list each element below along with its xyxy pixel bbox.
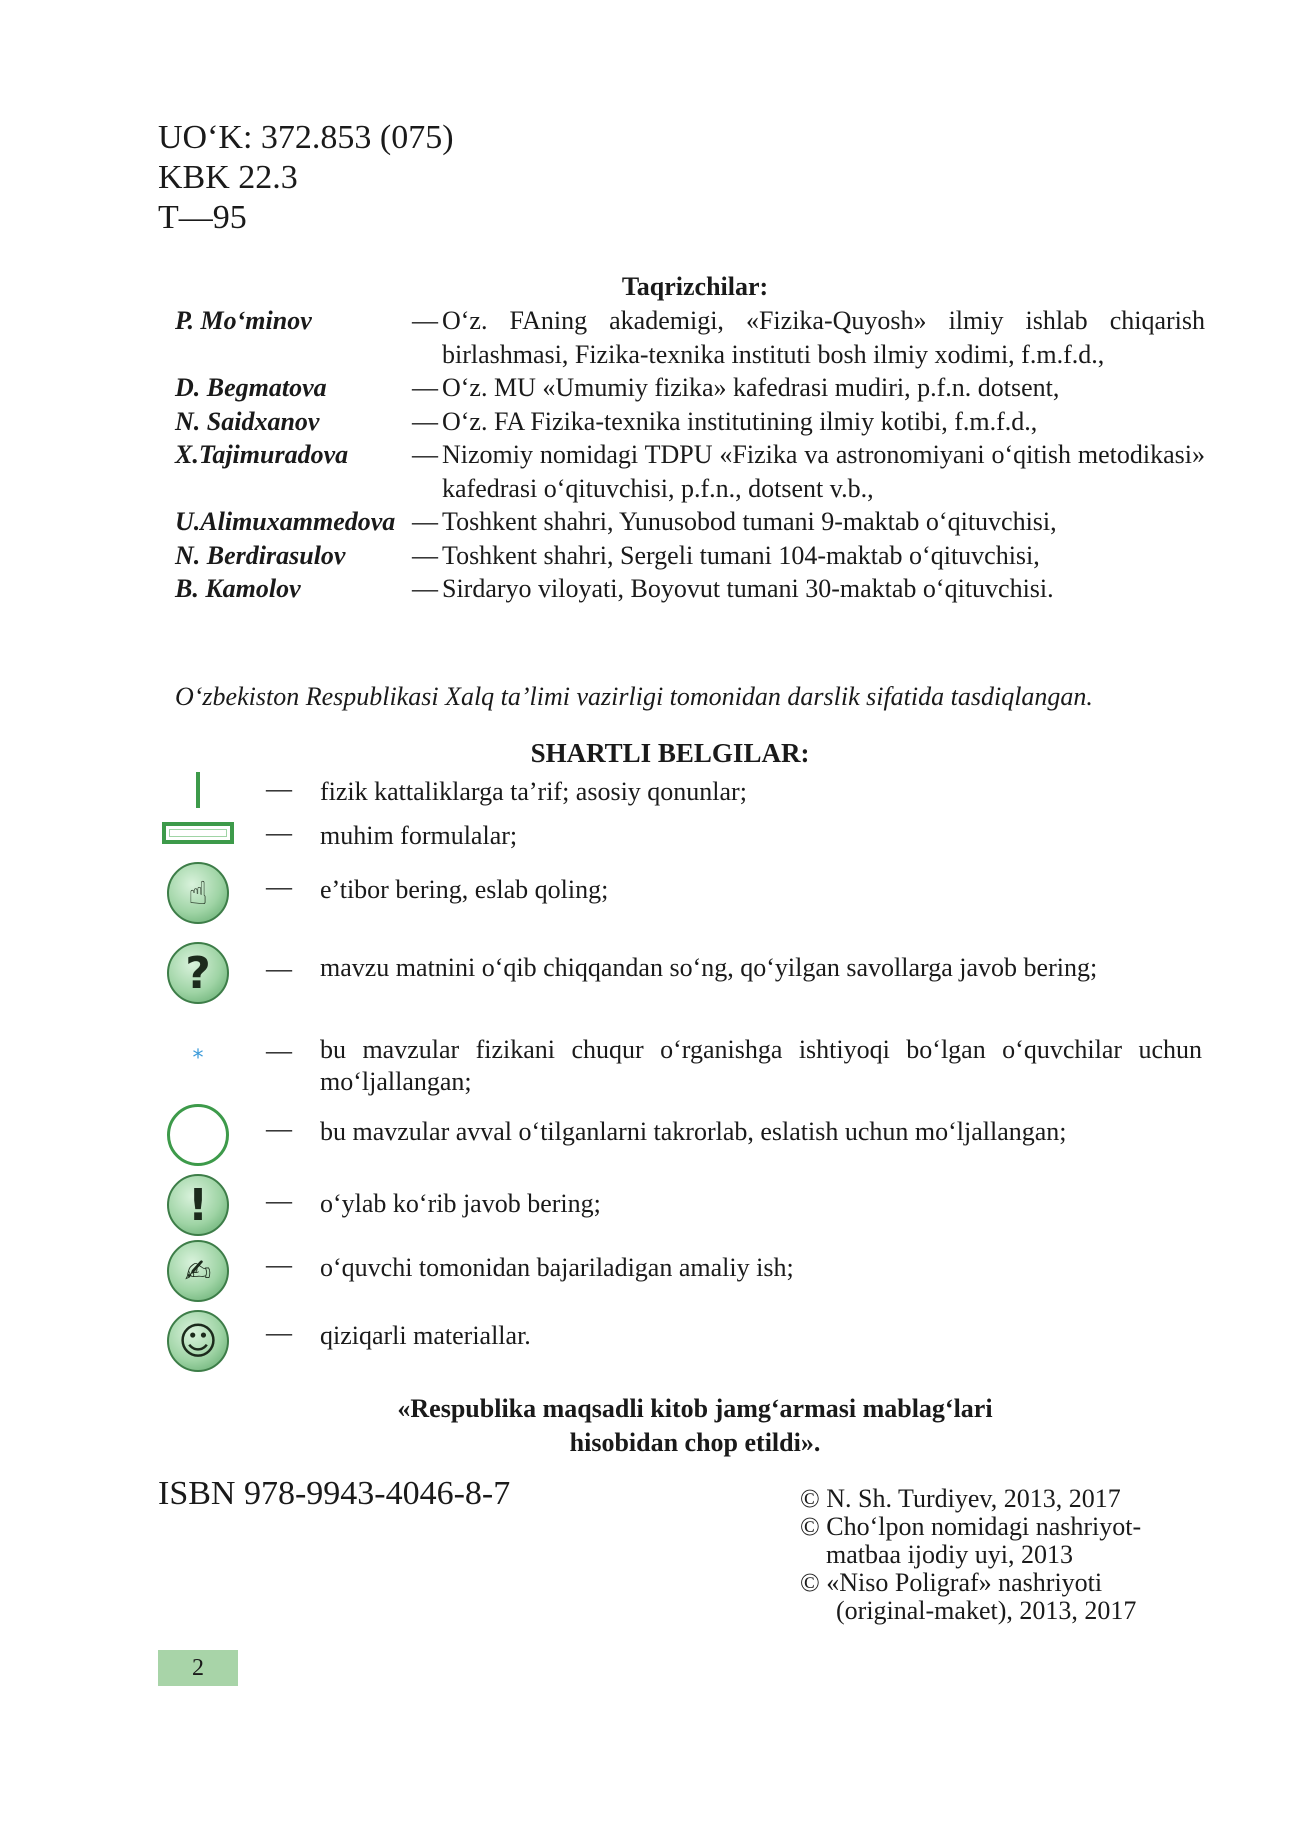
green-vertical-bar-icon <box>160 772 236 808</box>
reviewer-row <box>175 405 1205 439</box>
legend-text: muhim formulalar; <box>320 821 518 850</box>
legend-dash: — <box>266 954 292 983</box>
reviewer-row <box>175 572 1205 606</box>
reviewer-dash: — <box>412 507 438 536</box>
reviewer-dash: — <box>412 574 438 603</box>
legend-dash: — <box>266 872 292 901</box>
reviewer-desc: Sirdaryo viloyati, Boyovut tumani 30-maktab o‘qituvchisi. <box>442 574 1054 603</box>
asterisk-icon: * <box>192 1046 204 1071</box>
reviewer-row <box>175 304 1205 371</box>
legend-text: fizik kattaliklarga ta’rif; asosiy qonunlar; <box>320 777 747 806</box>
legend-dash: — <box>266 774 292 803</box>
legend-text: mavzu matnini o‘qib chiqqandan so‘ng, qo‘yilgan savollarga javob bering; <box>320 953 1098 982</box>
legend-text: bu mavzular avval o‘tilganlarni takrorlab, eslatish uchun mo‘ljallangan; <box>320 1117 1067 1146</box>
bbk-code: KBK 22.3 <box>158 159 298 196</box>
udk-code: UO‘K: 372.853 (075) <box>158 119 454 156</box>
page-number: 2 <box>158 1650 238 1686</box>
copyright-line: © Cho‘lpon nomidagi nashriyot- <box>800 1512 1142 1541</box>
copyright-line: (original-maket), 2013, 2017 <box>836 1596 1137 1625</box>
copyright-line: matbaa ijodiy uyi, 2013 <box>826 1540 1073 1569</box>
copyright-block <box>800 1485 1141 1625</box>
question-mark-icon: ? <box>160 942 236 1004</box>
reviewer-name: X.Tajimuradova <box>175 440 349 469</box>
catalog-codes <box>158 118 454 238</box>
legend-title: SHARTLI BELGILAR: <box>530 738 810 768</box>
reviewer-desc: Toshkent shahri, Yunusobod tumani 9-maktab o‘qituvchisi, <box>442 507 1057 536</box>
approval-statement: O‘zbekiston Respublikasi Xalq ta’limi vazirligi tomonidan darslik sifatida tasdiqlangan. <box>175 682 1093 711</box>
legend-dash: — <box>266 1250 292 1279</box>
legend-dash: — <box>266 1036 292 1065</box>
reviewer-name: N. Berdirasulov <box>175 540 346 570</box>
reviewer-dash: — <box>412 373 438 402</box>
funding-line-2: hisobidan chop etildi». <box>569 1428 821 1457</box>
reviewer-name: N. Saidxanov <box>175 406 320 436</box>
reviewer-name: D. Begmatova <box>175 373 327 402</box>
legend-text: e’tibor bering, eslab qoling; <box>320 875 609 904</box>
legend-text: o‘quvchi tomonidan bajariladigan amaliy ish; <box>320 1253 794 1282</box>
reviewer-name: B. Kamolov <box>175 574 301 603</box>
legend-dash: — <box>266 1186 292 1215</box>
reviewer-dash: — <box>412 406 438 436</box>
reviewer-name: P. Mo‘minov <box>175 306 312 335</box>
legend-text: bu mavzular fizikani chuqur o‘rganishga ishtiyoqi bo‘lgan o‘quvchilar uchun mo‘ljallangan; <box>320 1035 1202 1096</box>
isbn: ISBN 978-9943-4046-8-7 <box>158 1475 511 1512</box>
reviewer-row <box>175 539 1205 573</box>
smiley-icon: ☺ <box>160 1310 236 1372</box>
reviewer-desc: Nizomiy nomidagi TDPU «Fizika va astronomiyani o‘qitish metodikasi» kafedrasi o‘qituvchisi, p.f.n., dotsent v.b., <box>442 440 1205 503</box>
reviewer-dash: — <box>412 440 438 469</box>
legend-text: qiziqarli materiallar. <box>320 1321 531 1350</box>
formula-frame-icon <box>160 822 236 844</box>
legend-dash: — <box>266 1114 292 1143</box>
reviewer-dash: — <box>412 540 438 570</box>
exclamation-mark-icon: ! <box>160 1174 236 1236</box>
reviewer-desc: Toshkent shahri, Sergeli tumani 104-maktab o‘qituvchisi, <box>442 540 1040 570</box>
reviewer-row <box>175 438 1205 505</box>
copyright-line: © «Niso Poligraf» nashriyoti <box>800 1568 1103 1597</box>
copyright-line: © N. Sh. Turdiyev, 2013, 2017 <box>800 1484 1121 1513</box>
reviewer-row <box>175 505 1205 539</box>
reviewer-row <box>175 371 1205 405</box>
legend-text: o‘ylab ko‘rib javob bering; <box>320 1189 601 1218</box>
reviewer-name: U.Alimuxammedova <box>175 507 396 536</box>
book-code: T—95 <box>158 199 247 236</box>
reviewers-title: Taqrizchilar: <box>621 272 769 301</box>
legend-dash: — <box>266 1318 292 1347</box>
reviewer-desc: O‘z. FAning akademigi, «Fizika-Quyosh» ilmiy ishlab chiqarish birlashmasi, Fizika-texnika instituti bosh ilmiy xodimi, f.m.f.d., <box>442 306 1205 369</box>
reviewer-desc: O‘z. FA Fizika-texnika institutining ilmiy kotibi, f.m.f.d., <box>442 406 1038 436</box>
pointing-hand-icon: ☝ <box>160 862 236 924</box>
reviewers-list <box>175 304 1205 606</box>
legend-dash: — <box>266 818 292 847</box>
reviewer-dash: — <box>412 306 438 335</box>
empty-circle-icon <box>160 1104 236 1166</box>
funding-note <box>0 1392 1300 1460</box>
funding-line-1: «Respublika maqsadli kitob jamg‘armasi mablag‘lari <box>397 1394 993 1423</box>
reviewer-desc: O‘z. MU «Umumiy fizika» kafedrasi mudiri, p.f.n. dotsent, <box>442 373 1060 402</box>
writing-hand-icon: ✍ <box>160 1240 236 1302</box>
